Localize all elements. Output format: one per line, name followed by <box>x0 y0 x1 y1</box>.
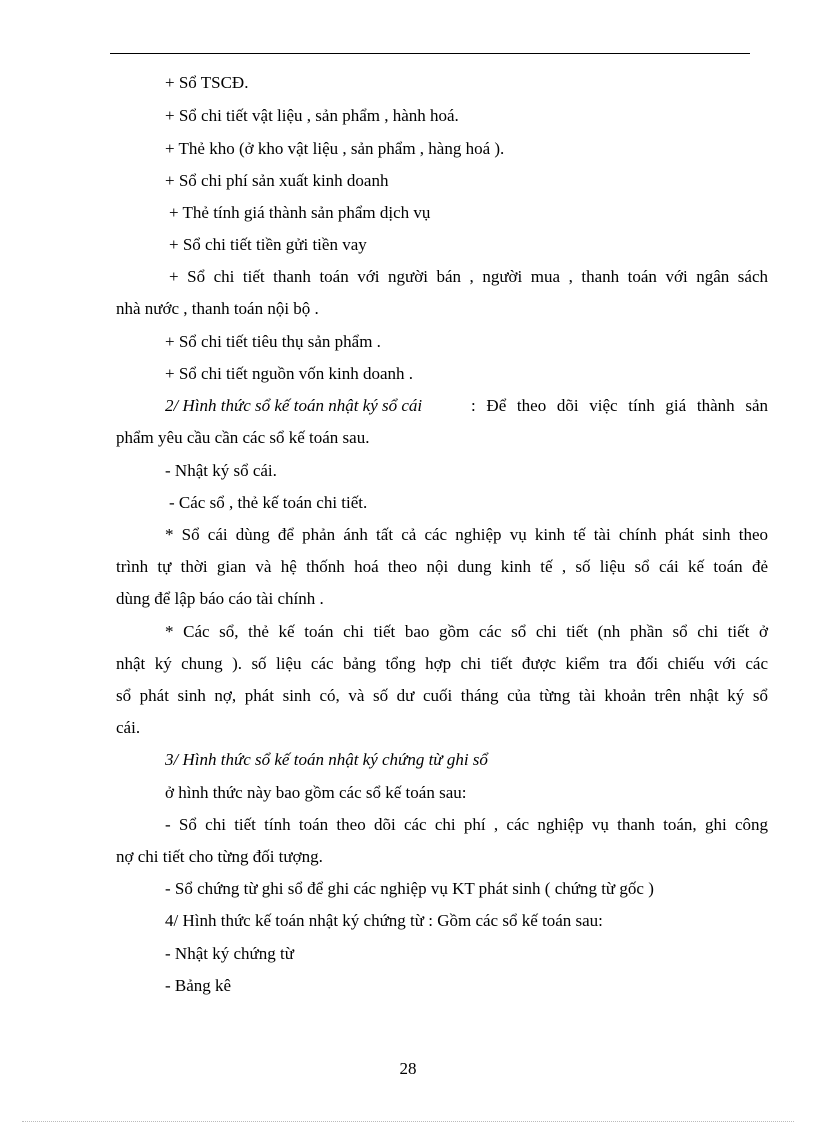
list-item: - Sổ chi tiết tính toán theo dõi các chi phí , các nghiệp vụ thanh toán, ghi công <box>165 815 768 834</box>
list-item: + Sổ chi phí sản xuất kinh doanh <box>165 171 389 190</box>
list-item: + Sổ chi tiết nguồn vốn kinh doanh . <box>165 364 414 383</box>
paragraph-line: dùng để lập báo cáo tài chính . <box>116 589 324 608</box>
list-item: - Bảng kê <box>165 976 232 995</box>
list-item: - Nhật ký chứng từ <box>165 944 294 963</box>
list-item: + Thẻ tính giá thành sản phẩm dịch vụ <box>169 203 431 222</box>
paragraph-line: cái. <box>116 718 141 737</box>
paragraph-line: phẩm yêu cầu cần các sổ kế toán sau. <box>116 428 370 447</box>
list-item: + Sổ chi tiết vật liệu , sản phẩm , hành hoá. <box>165 106 459 125</box>
header-rule <box>110 53 750 54</box>
paragraph-line: nợ chi tiết cho từng đối tượng. <box>116 847 323 866</box>
paragraph-line: : Để theo dõi việc tính giá thành sản <box>471 396 768 415</box>
paragraph-line: * Các sổ, thẻ kế toán chi tiết bao gồm các sổ chi tiết (nh phần sổ chi tiết ở <box>165 622 768 641</box>
section-heading-2 <box>165 396 465 416</box>
paragraph-line: nhật ký chung ). số liệu các bảng tổng hợp chi tiết được kiểm tra đối chiếu với các <box>116 654 768 673</box>
list-item: - Nhật ký sổ cái. <box>165 461 277 480</box>
page-bottom-border <box>22 1121 794 1122</box>
paragraph-line: trình tự thời gian và hệ thốnh hoá theo nội dung kinh tế , số liệu sổ cái kế toán đẻ <box>116 557 768 576</box>
section-heading-2-title: 2/ Hình thức sổ kế toán nhật ký sổ cái <box>165 396 423 415</box>
list-item: + Sổ TSCĐ. <box>165 73 249 92</box>
paragraph-line: ở hình thức này bao gồm các sổ kế toán sau: <box>165 783 467 802</box>
list-item: - Các sổ , thẻ kế toán chi tiết. <box>169 493 368 512</box>
list-item: + Sổ chi tiết thanh toán với người bán , người mua , thanh toán với ngân sách <box>169 267 768 286</box>
list-item: - Sổ chứng từ ghi sổ để ghi các nghiệp vụ KT phát sinh ( chứng từ gốc ) <box>165 879 654 898</box>
paragraph-line: * Sổ cái dùng để phản ánh tất cả các nghiệp vụ kinh tế tài chính phát sinh theo <box>165 525 768 544</box>
page-number: 28 <box>399 1059 417 1078</box>
section-heading-4: 4/ Hình thức kế toán nhật ký chứng từ : Gồm các sổ kế toán sau: <box>165 911 603 930</box>
paragraph-line: sổ phát sinh nợ, phát sinh có, và số dư cuối tháng của từng tài khoản trên nhật ký sổ <box>116 686 768 705</box>
paragraph-line: nhà nước , thanh toán nội bộ . <box>116 299 319 318</box>
list-item: + Sổ chi tiết tiêu thụ sản phẩm . <box>165 332 381 351</box>
list-item: + Sổ chi tiết tiền gửi tiền vay <box>169 235 367 254</box>
section-heading-3: 3/ Hình thức sổ kế toán nhật ký chứng từ ghi sổ <box>165 750 488 769</box>
list-item: + Thẻ kho (ở kho vật liệu , sản phẩm , hàng hoá ). <box>165 139 505 158</box>
